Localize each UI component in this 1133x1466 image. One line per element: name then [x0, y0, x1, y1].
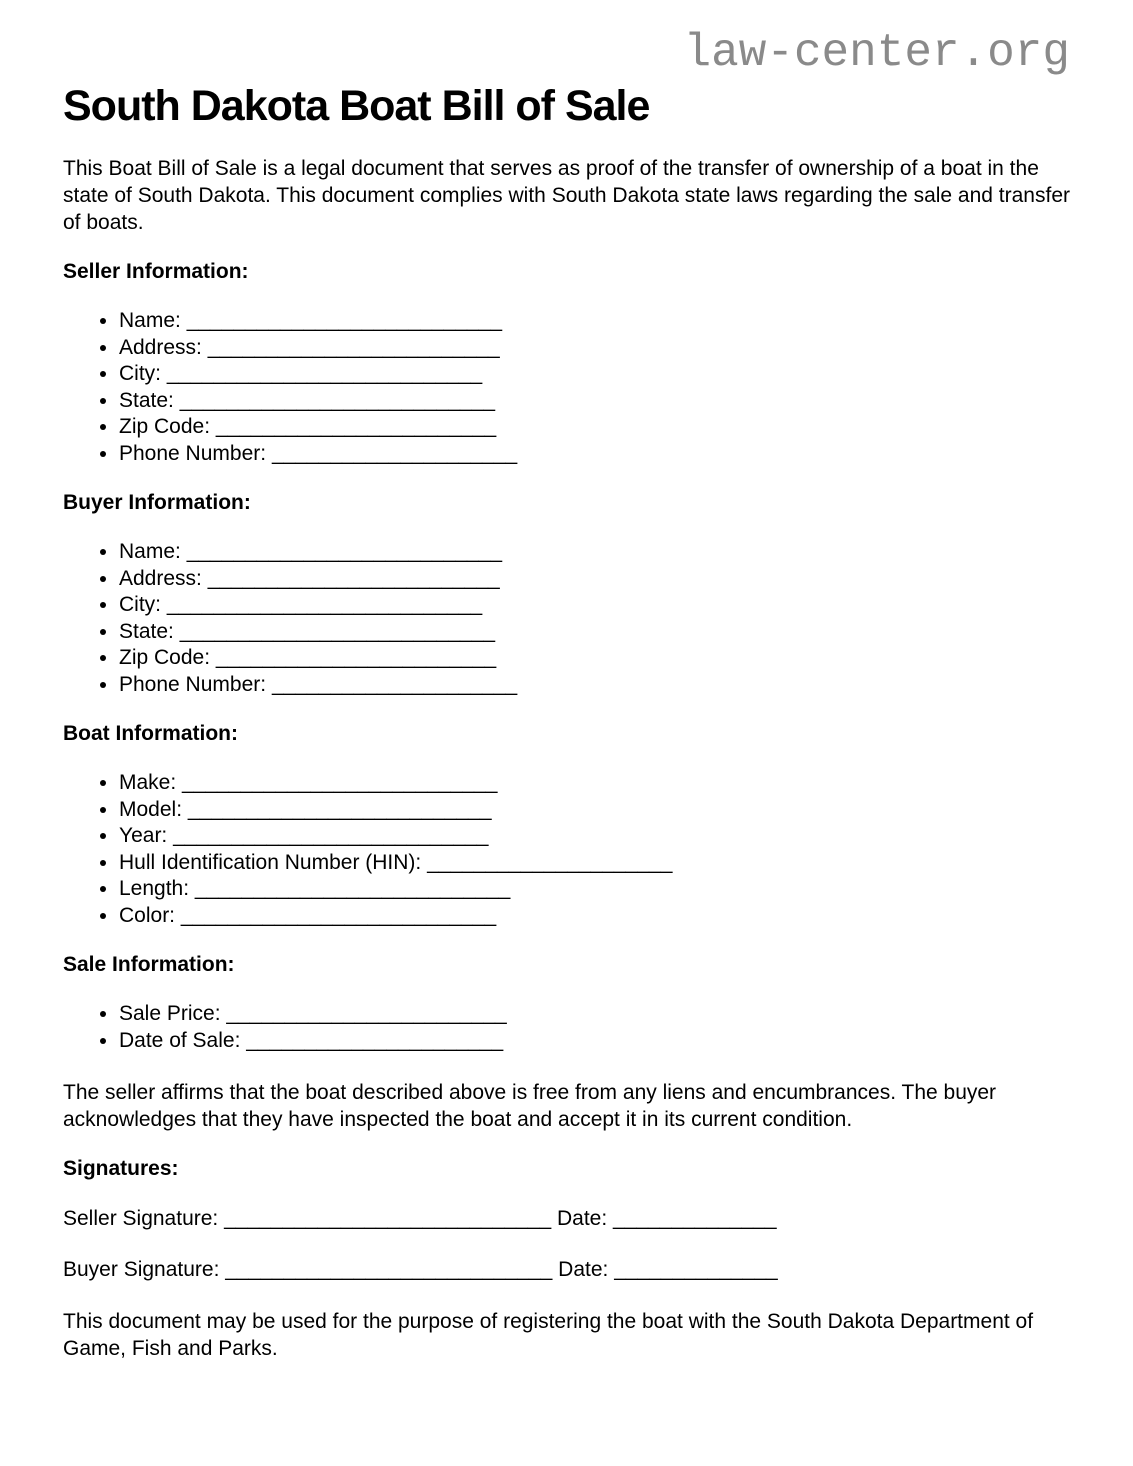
field-label: Sale Price:	[119, 1002, 221, 1025]
field-item	[119, 414, 1070, 441]
field-item	[119, 876, 1070, 903]
form-sections	[63, 261, 1070, 1054]
field-label: City:	[119, 362, 161, 385]
seller-signature-blank-line: ____________________________	[224, 1207, 552, 1230]
blank-line: ___________________________	[173, 824, 489, 847]
section-heading-sale-information: Sale Information:	[63, 953, 235, 976]
field-item	[119, 903, 1070, 930]
field-item	[119, 441, 1070, 468]
field-item	[119, 850, 1070, 877]
section-heading-buyer-information: Buyer Information:	[63, 491, 251, 514]
blank-line: _________________________	[207, 566, 500, 590]
field-label: Color:	[119, 903, 176, 927]
field-label: State:	[119, 388, 174, 412]
blank-line: ___________________________	[166, 362, 483, 385]
field-label: Length:	[119, 877, 190, 900]
blank-line: ___________________________	[179, 388, 496, 412]
blank-line: ________________________	[226, 1002, 507, 1025]
field-item	[119, 592, 1070, 619]
blank-line: ___________________________	[166, 593, 483, 616]
seller-signature-row	[63, 1205, 1070, 1232]
intro-paragraph: This Boat Bill of Sale is a legal document that serves as proof of the transfer of ownership of a boat in the state of South Dakota. This document complies with South Dakota state laws regarding the sale and transfer of boats.	[63, 157, 1070, 234]
blank-line: _____________________	[271, 441, 518, 465]
blank-line: ___________________________	[186, 309, 503, 332]
affirmation-paragraph: The seller affirms that the boat described above is free from any liens and encumbrances. The buyer acknowledges that they have inspected the boat and accept it in its current condition.	[63, 1081, 997, 1131]
field-label: Address:	[119, 335, 202, 359]
field-label: Date of Sale:	[119, 1028, 241, 1052]
field-label: Address:	[119, 566, 202, 590]
field-item	[119, 361, 1070, 388]
field-item	[119, 539, 1070, 566]
field-label: Make:	[119, 771, 177, 794]
field-list-sale-information	[63, 1001, 1070, 1054]
field-list-seller-information	[63, 308, 1070, 467]
field-label: Phone Number:	[119, 441, 267, 465]
section-heading-boat-information: Boat Information:	[63, 722, 238, 745]
signatures-heading: Signatures:	[63, 1157, 179, 1180]
blank-line: ___________________________	[180, 903, 497, 927]
field-item	[119, 1001, 1070, 1028]
section-heading-seller-information: Seller Information:	[63, 260, 249, 283]
field-item	[119, 308, 1070, 335]
field-item	[119, 797, 1070, 824]
blank-line: __________________________	[187, 797, 492, 821]
field-item	[119, 335, 1070, 362]
field-label: Name:	[119, 540, 181, 563]
field-item	[119, 1028, 1070, 1055]
blank-line: _________________________	[207, 335, 500, 359]
page-title: South Dakota Boat Bill of Sale	[63, 82, 650, 130]
buyer-signature-row	[63, 1256, 1070, 1283]
field-item	[119, 823, 1070, 850]
blank-line: ________________________	[215, 646, 497, 669]
seller-signature-label: Seller Signature:	[63, 1207, 219, 1230]
field-label: Year:	[119, 824, 168, 847]
field-item	[119, 619, 1070, 646]
field-label: State:	[119, 619, 174, 643]
blank-line: ___________________________	[179, 619, 496, 643]
seller-signature-date-label: Date:	[556, 1207, 608, 1230]
field-item	[119, 770, 1070, 797]
field-item	[119, 566, 1070, 593]
field-label: Phone Number:	[119, 672, 267, 696]
signature-rows	[63, 1205, 1070, 1283]
blank-line: _____________________	[271, 672, 518, 696]
field-item	[119, 645, 1070, 672]
field-label: Zip Code:	[119, 415, 211, 438]
field-label: Zip Code:	[119, 646, 211, 669]
buyer-signature-blank-line: ____________________________	[225, 1258, 553, 1281]
field-item	[119, 672, 1070, 699]
buyer-signature-label: Buyer Signature:	[63, 1258, 220, 1281]
field-label: Name:	[119, 309, 181, 332]
blank-line: ___________________________	[194, 877, 511, 900]
site-watermark: law-center.org	[683, 27, 1070, 79]
blank-line: ___________________________	[182, 771, 498, 794]
blank-line: ________________________	[215, 415, 497, 438]
footer-paragraph: This document may be used for the purpose of registering the boat with the South Dakota Department of Game, Fish and Parks.	[63, 1310, 1034, 1360]
field-item	[119, 388, 1070, 415]
field-label: Model:	[119, 797, 183, 821]
buyer-signature-date-label: Date:	[558, 1258, 609, 1281]
blank-line: ______________________	[246, 1028, 504, 1052]
field-label: City:	[119, 593, 161, 616]
field-label: Hull Identification Number (HIN):	[119, 850, 422, 874]
blank-line: ___________________________	[186, 540, 503, 563]
field-list-boat-information	[63, 770, 1070, 929]
blank-line: _____________________	[427, 850, 673, 874]
buyer-signature-date-blank-line: ______________	[614, 1258, 778, 1281]
field-list-buyer-information	[63, 539, 1070, 698]
seller-signature-date-blank-line: ______________	[613, 1207, 777, 1230]
